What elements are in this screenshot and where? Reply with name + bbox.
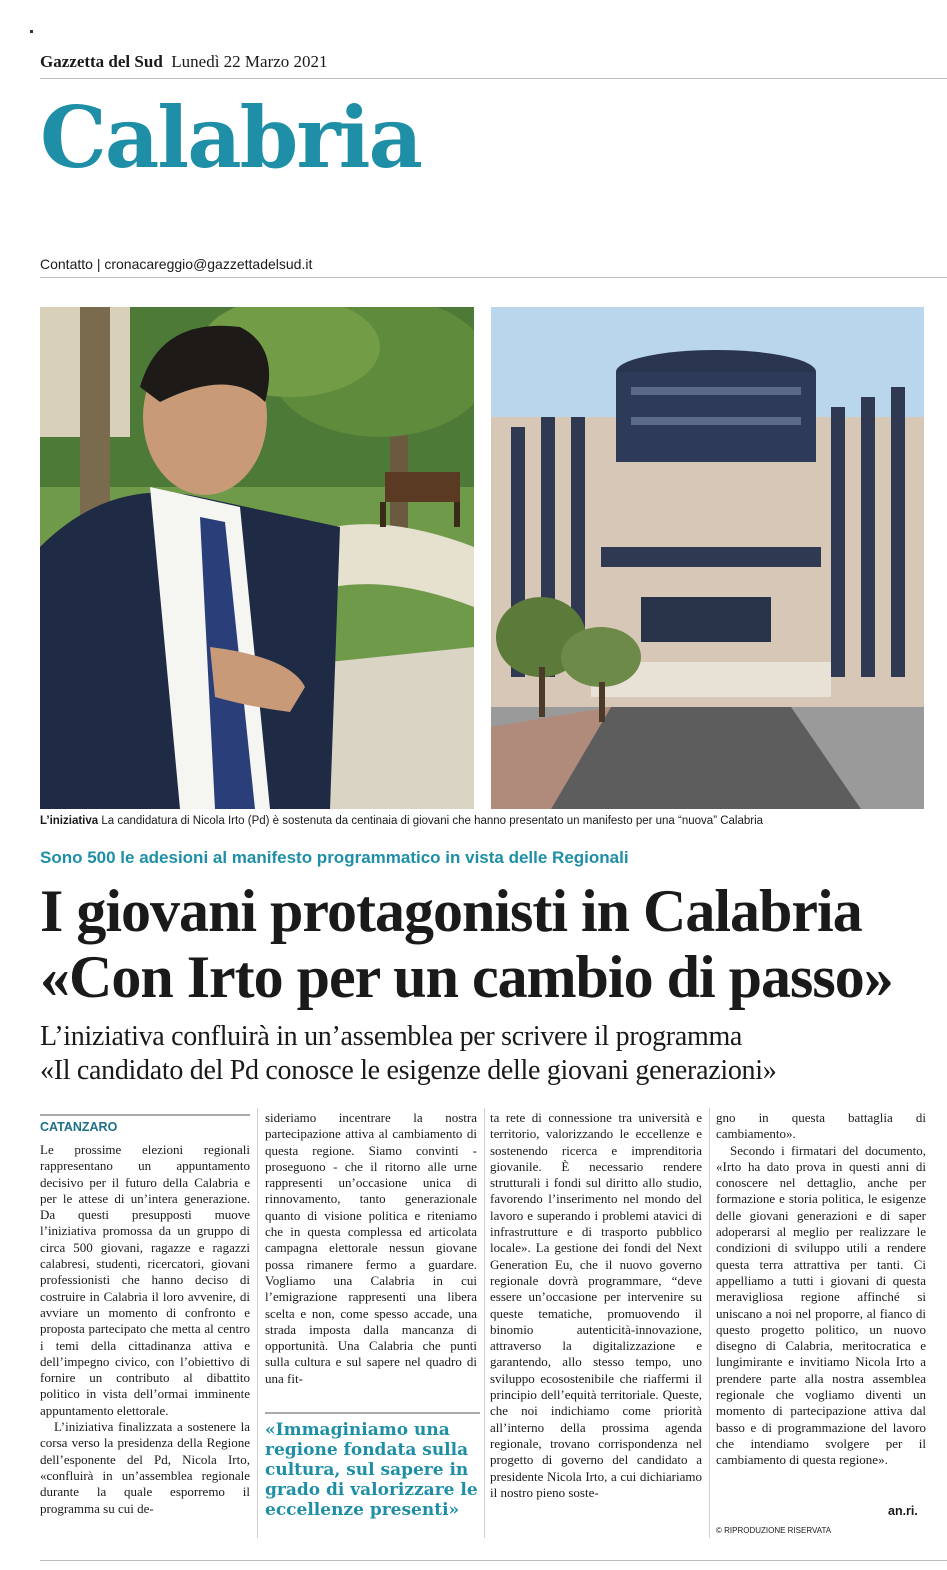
subhead-line-1: L’iniziativa confluirà in un’assemblea per scrivere il programma [40, 1021, 743, 1052]
headline-line-1: I giovani protagonisti in Calabria [40, 878, 862, 944]
headline-line-2: «Con Irto per un cambio di passo» [40, 944, 893, 1010]
subheadline [40, 1020, 940, 1088]
bottom-rule [40, 1560, 947, 1561]
article-column-1 [40, 1142, 250, 1517]
column-divider [257, 1108, 258, 1538]
contact-line: Contatto | cronacareggio@gazzettadelsud.it [40, 256, 313, 272]
photo-caption [40, 815, 930, 827]
section-title: Calabria [40, 88, 421, 187]
author-signature: an.ri. [888, 1504, 918, 1518]
masthead-rule [40, 78, 947, 79]
photo-candidate [40, 307, 474, 809]
copyright-notice: © RIPRODUZIONE RISERVATA [716, 1526, 832, 1535]
dot-mark [30, 30, 33, 33]
column-divider [709, 1108, 710, 1538]
paragraph: L’iniziativa finalizzata a sostenere la corsa verso la presidenza della Regione dell’esponente del Pd, Nicola Irto, «confluirà in un’assemblea regionale durante la quale esporremo il programma su cui de- [40, 1419, 250, 1516]
paragraph: sideriamo incentrare la nostra partecipazione attiva al cambiamento di questa regione. Siamo convinti - proseguono - che il ritorno alle urne rappresenti un’occasione unica di rinnovamento, tanto generazionale quanto di visione politica e riteniamo che in questa complessa ed articolata campagna elettorale nessun giovane possa rimanere fermo a guardare. Vogliamo una Calabria in cui l’emigrazione rappresenti una libera scelta e non, come spesso accade, una strada imposta dalla mancanza di opportunità. Una Calabria che punti sulla cultura e sul sapere nel quadro di una fit- [265, 1110, 477, 1386]
paragraph: Secondo i firmatari del documento, «Irto ha dato prova in questi anni di conoscere nel dettaglio, anche per formazione e storia politica, le esigenze delle giovani generazioni e di saper adoperarsi al meglio per realizzare le condizioni di sviluppo utili a rendere questa terra attrattiva per tanti. Ci appelliamo a tutti i giovani di questa meravigliosa regione affinché si uniscano a noi nel proporre, al fianco di questo progetto politico, un nuovo disegno di Calabria, meritocratica e lungimirante e invitiamo Nicola Irto a prendere parte alla nostra assemblea regionale che vogliamo diventi un momento di partecipazione attiva dal basso e di programmazione del lavoro che intendiamo svolgere per il cambiamento di questa regione». [716, 1142, 926, 1468]
contact-rule [40, 277, 947, 278]
paragraph: ta rete di connessione tra università e territorio, valorizzando le eccellenze e sostenendo ricerca e imprenditoria giovanile. È necessario rendere strutturali i fondi sul diritto allo studio, favorendo l’inserimento nel mondo del lavoro e superando i problemi atavici di infrastrutture e di trasporto pubblico locale». La gestione dei fondi del Next Generation Eu, che il nuovo governo regionale dovrà programmare, “deve essere un’occasione per intervenire su queste tematiche, promuovendo il binomio autenticità-innovazione, attraverso la digitalizzazione e garantendo, allo stesso tempo, uno sviluppo ecosostenibile che riaffermi il principio dell’equità territoriale. Queste, che noi indichiamo come priorità all’interno della prossima agenda regionale, trovano corrispondenza nel progetto di governo del candidato a presidente Nicola Irto, a cui dichiariamo il nostro pieno soste- [490, 1110, 702, 1500]
paragraph: Le prossime elezioni regionali rappresentano un appuntamento decisivo per il futuro della Calabria e per le attese di un’intera generazione. Da questi presupposti muove l’iniziativa promossa da un gruppo di circa 500 giovani, ragazze e ragazzi calabresi, studenti, ricercatori, giovani professionisti che hanno deciso di costruire in Calabria il loro avvenire, di avviare un momento di confronto e proposta partecipato che metta al centro i temi della cittadinanza attiva e dell’impegno civico, con l’obiettivo di fornire un contributo al dibattito politico in vista dell’ormai imminente appuntamento elettorale. [40, 1142, 250, 1418]
column-divider [484, 1108, 485, 1538]
article-column-2 [265, 1110, 477, 1387]
caption-lead: L’iniziativa [40, 815, 99, 827]
article-column-3 [490, 1110, 702, 1501]
paragraph: gno in questa battaglia di cambiamento». [716, 1110, 926, 1142]
issue-date: Lunedì 22 Marzo 2021 [171, 52, 328, 71]
dateline: CATANZARO [40, 1114, 250, 1134]
masthead [40, 52, 328, 72]
article-column-4 [716, 1110, 926, 1469]
pull-quote: «Immaginiamo una regione fondata sulla cultura, sul sapere in grado di valorizzare le eccellenze presenti» [265, 1412, 480, 1520]
headline [40, 878, 940, 1010]
paper-name: Gazzetta del Sud [40, 52, 163, 71]
photo-building [491, 307, 924, 809]
kicker: Sono 500 le adesioni al manifesto programmatico in vista delle Regionali [40, 848, 629, 867]
caption-text: La candidatura di Nicola Irto (Pd) è sostenuta da centinaia di giovani che hanno presentato un manifesto per una “nuova” Calabria [101, 815, 764, 827]
subhead-line-2: «Il candidato del Pd conosce le esigenze delle giovani generazioni» [40, 1055, 777, 1086]
